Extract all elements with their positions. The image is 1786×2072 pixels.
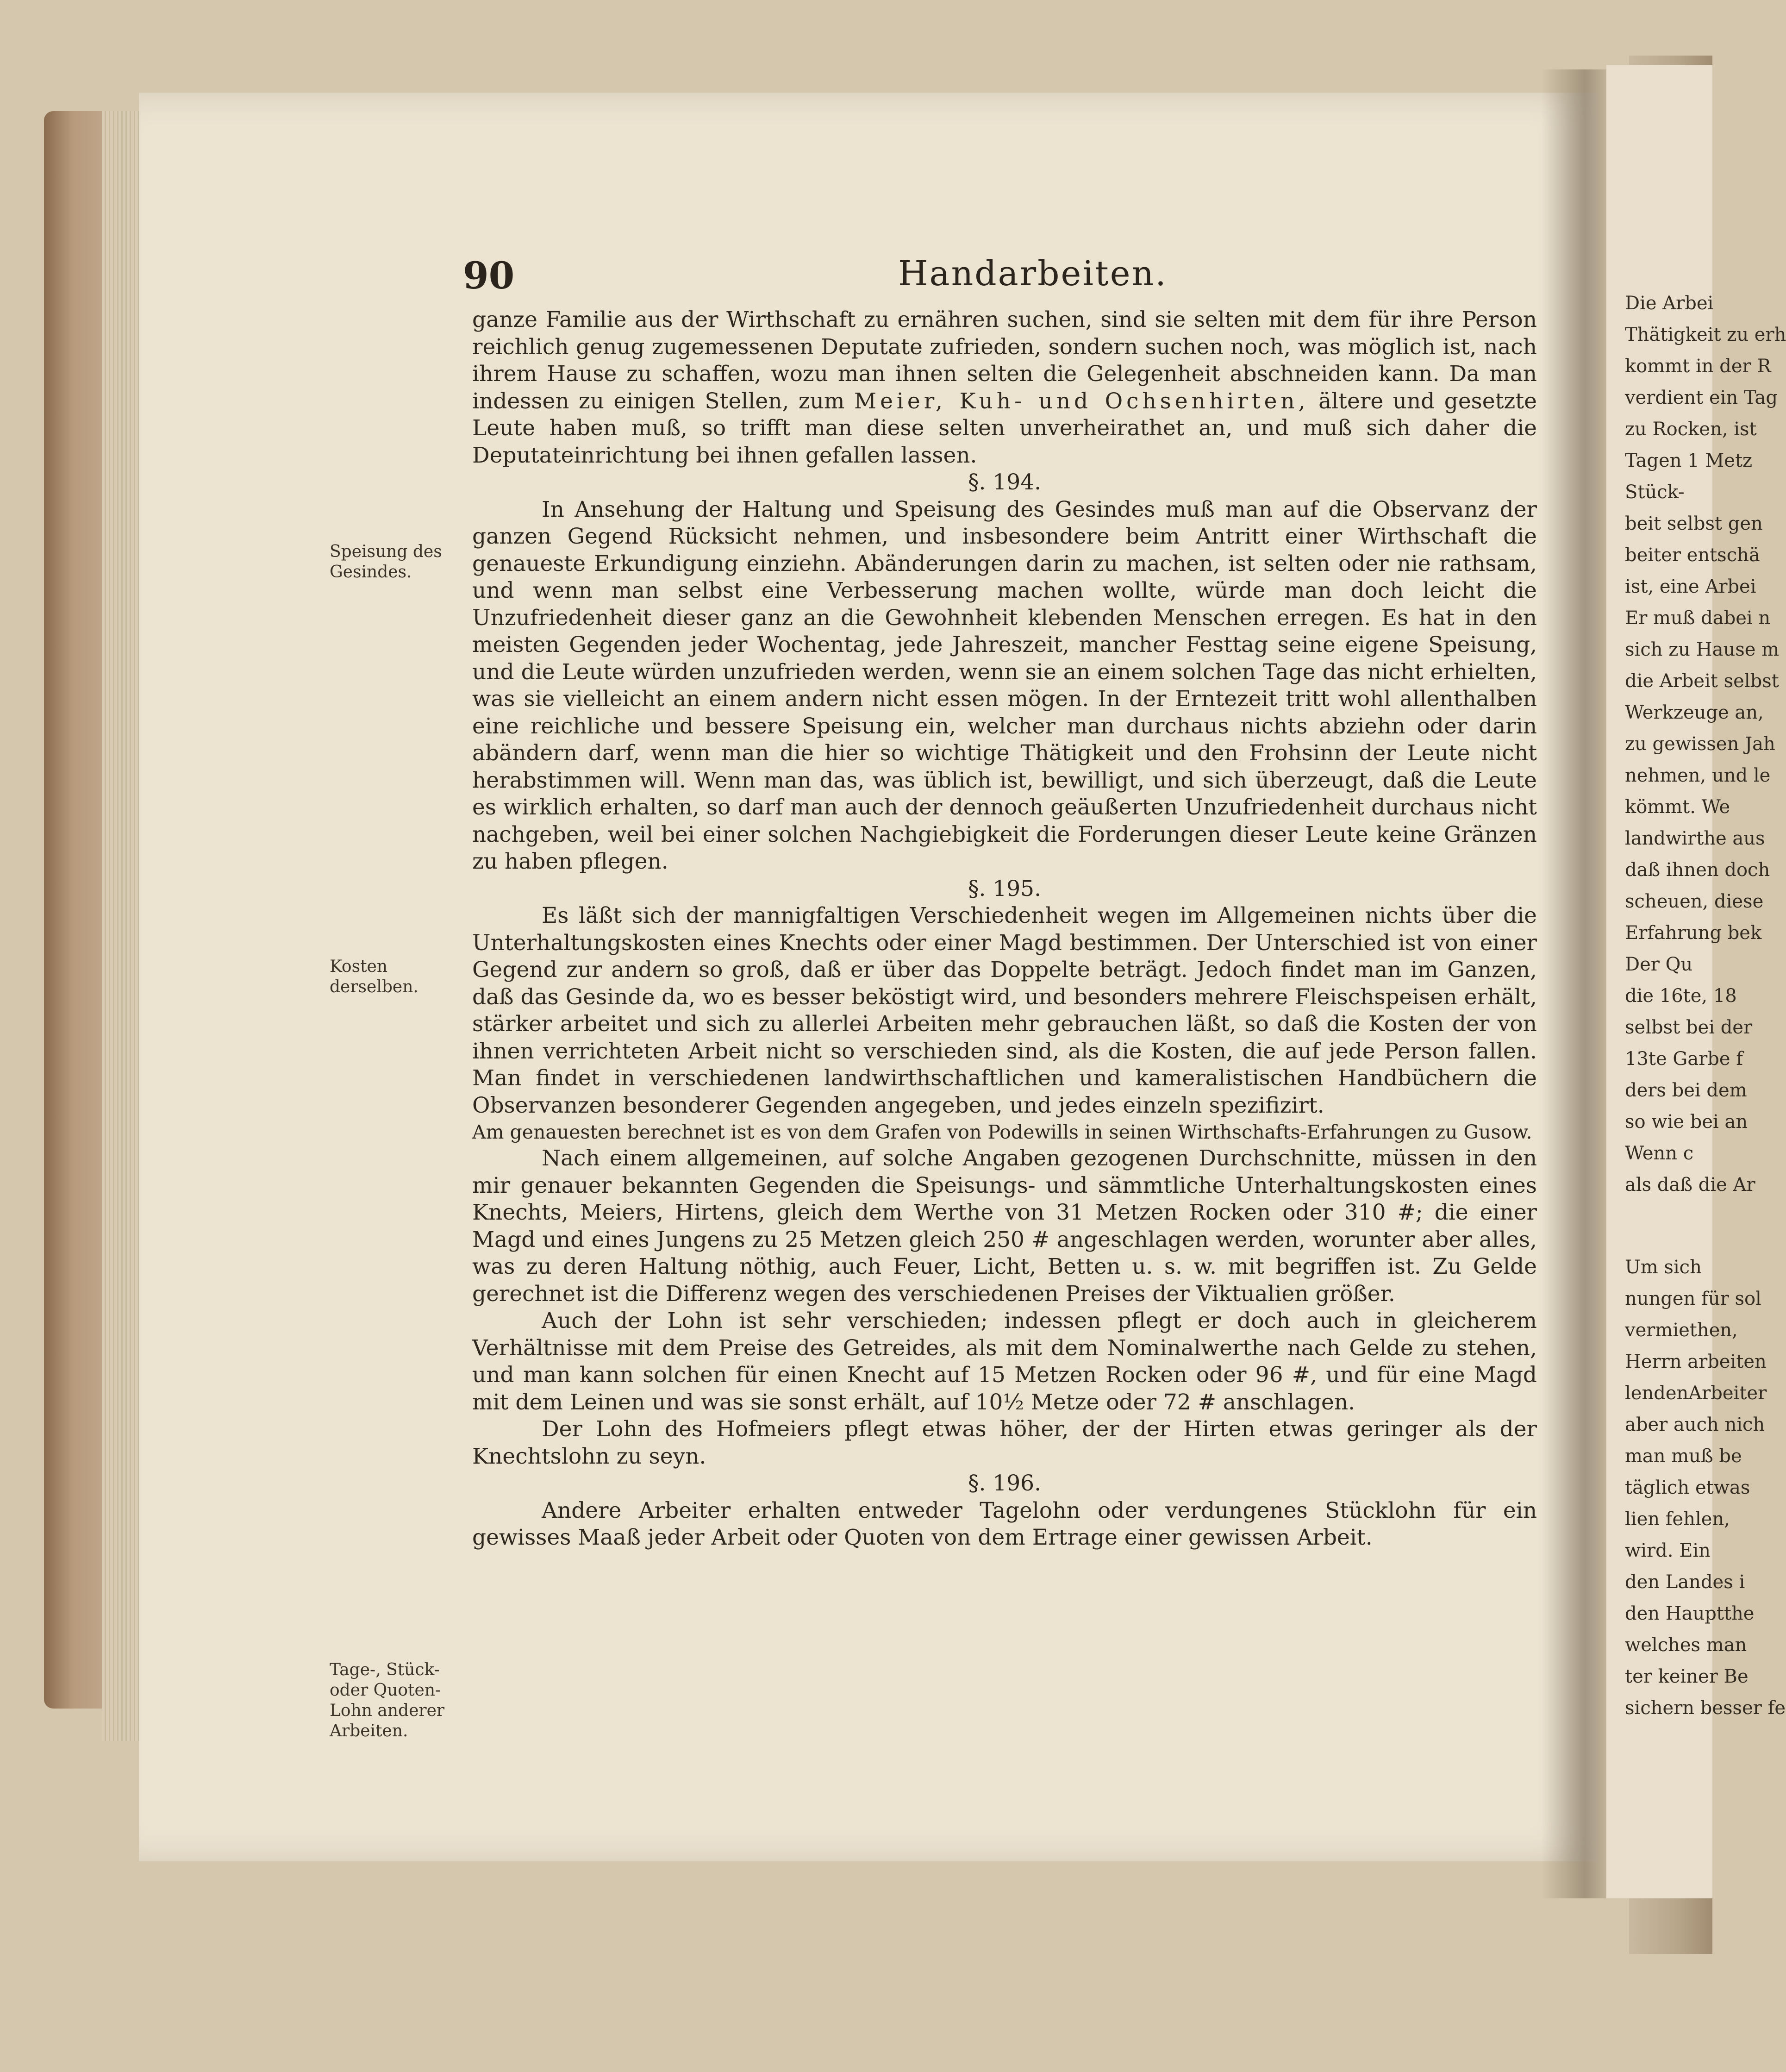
facing-page-line: lendenArbeiter — [1625, 1383, 1767, 1404]
facing-page-line: Er muß dabei n — [1625, 607, 1771, 629]
facing-page-line: Um sich — [1625, 1257, 1702, 1278]
facing-page-line: man muß be — [1625, 1446, 1742, 1467]
facing-page-line: welches man — [1625, 1634, 1747, 1656]
paragraph-195-3: Auch der Lohn ist sehr verschieden; indessen pflegt er doch auch in gleicherem Verhältnisse mit dem Preise des Getreides, als mit dem Nominalwerthe nach Gelde zu stehen, und man kann solchen für einen Knecht auf 15 Metzen Rocken oder 96 #, und für eine Magd mit dem Leinen und was sie sonst erhält, auf 10½ Metze oder 72 # anschlagen. — [472, 1308, 1537, 1415]
paragraph-intro: ganze Familie aus der Wirthschaft zu ernähren suchen, sind sie selten mit dem für ihre Person reichlich genug zugemessenen Deputate zufrieden, sondern suchen noch, was möglich ist, nach ihrem Hause zu schaffen, wozu man ihnen selten die Gelegenheit abschneiden kann. Da man indessen zu einigen Stellen, zum Meier, Kuh- und Ochsenhirten, ältere und gesetzte Leute haben muß, so trifft man diese selten unverheirathet an, und muß sich daher die Deputateinrichtung bei ihnen gefallen lassen. — [472, 307, 1537, 468]
facing-page-line: Thätigkeit zu erh — [1625, 324, 1786, 345]
section-heading-195: §. 195. — [968, 876, 1042, 901]
facing-page-line: zu Rocken, ist — [1625, 419, 1757, 440]
facing-page-line: kommt in der R — [1625, 356, 1771, 377]
facing-page-line: beit selbst gen — [1625, 513, 1763, 534]
facing-page-line: die Arbeit selbst — [1625, 670, 1779, 692]
facing-page-line: zu gewissen Jah — [1625, 733, 1775, 755]
facing-page-line: Die Arbei — [1625, 293, 1714, 314]
page-number: 90 — [463, 254, 515, 297]
facing-page-line: ter keiner Be — [1625, 1666, 1749, 1687]
paragraph-195-4: Der Lohn des Hofmeiers pflegt etwas höher, der der Hirten etwas geringer als der Knechtslohn zu seyn. — [472, 1416, 1537, 1469]
margin-note-tagelohn: Tage-, Stück- oder Quoten-Lohn anderer Arbeiten. — [330, 1660, 445, 1740]
facing-page-line: Herrn arbeiten — [1625, 1351, 1767, 1372]
facing-page-line: ders bei dem — [1625, 1080, 1747, 1101]
facing-page-line: nungen für sol — [1625, 1288, 1761, 1309]
spaced-emphasis: Meier, Kuh- und Ochsenhirten, — [854, 388, 1309, 414]
facing-page-line: nehmen, und le — [1625, 765, 1771, 786]
facing-page — [1606, 65, 1786, 1898]
margin-note-kosten: Kosten derselben. — [330, 957, 418, 996]
facing-page-line: so wie bei an — [1625, 1111, 1748, 1133]
paragraph-195-2: Nach einem allgemeinen, auf solche Angaben gezogenen Durchschnitte, müssen in den mir genauer bekannten Gegenden die Speisungs- und sämmtliche Unterhaltungskosten eines Knechts, Meiers, Hirtens, gleich dem Werthe von 31 Metzen Rocken oder 310 #; die einer Magd und eines Jungens zu 25 Metzen gleich 250 # angeschlagen werden, worunter aber alles, was zu deren Haltung nöthig, auch Feuer, Licht, Betten u. s. w. mit begriffen ist. Zu Gelde gerechnet ist die Differenz wegen des verschiedenen Preises der Viktualien größer. — [472, 1146, 1537, 1307]
facing-page-line: kömmt. We — [1625, 796, 1730, 818]
margin-note-speisung: Speisung des Gesindes. — [330, 542, 442, 582]
facing-page-line: täglich etwas — [1625, 1477, 1750, 1498]
facing-page-line: Stück- — [1625, 482, 1685, 503]
facing-page-line: den Landes i — [1625, 1571, 1745, 1593]
facing-page-line: scheuen, diese — [1625, 891, 1764, 912]
running-head: Handarbeiten. — [898, 254, 1168, 294]
facing-page-line: die 16te, 18 — [1625, 985, 1737, 1007]
facing-page-line: Wenn c — [1625, 1143, 1694, 1164]
facing-page-line: vermiethen, — [1625, 1320, 1738, 1341]
facing-page-line: Der Qu — [1625, 954, 1693, 975]
facing-page-line: den Hauptthe — [1625, 1603, 1755, 1624]
facing-page-line: Werkzeuge an, — [1625, 702, 1764, 723]
facing-page-line: landwirthe aus — [1625, 828, 1765, 849]
footnote-podewills: Am genauesten berechnet ist es von dem Grafen von Podewills in seinen Wirthschafts-Erfahrungen zu Gusow. — [472, 1121, 1532, 1143]
facing-page-line: lien fehlen, — [1625, 1509, 1730, 1530]
facing-page-line: daß ihnen doch — [1625, 859, 1770, 881]
facing-page-line: verdient ein Tag — [1625, 387, 1778, 408]
facing-page-line: aber auch nich — [1625, 1414, 1765, 1435]
section-heading-194: §. 194. — [968, 469, 1042, 495]
facing-page-line: sich zu Hause m — [1625, 639, 1780, 660]
body-text — [472, 307, 1537, 1552]
facing-page-line: wird. Ein — [1625, 1540, 1711, 1561]
section-heading-196: §. 196. — [968, 1471, 1042, 1496]
facing-page-line: als daß die Ar — [1625, 1174, 1755, 1196]
facing-page-line: ist, eine Arbei — [1625, 576, 1756, 597]
facing-page-line: Erfahrung bek — [1625, 922, 1762, 944]
facing-page-line: 13te Garbe f — [1625, 1048, 1743, 1070]
facing-page-line: selbst bei der — [1625, 1017, 1753, 1038]
paragraph-194: In Ansehung der Haltung und Speisung des Gesindes muß man auf die Observanz der ganzen Gegend Rücksicht nehmen, und insbesondere beim Antritt einer Wirthschaft die genaueste Erkundigung einziehn. Abänderungen darin zu machen, ist selten oder nie rathsam, und wenn man selbst eine Verbesserung machen wollte, würde man doch leicht die Unzufriedenheit dieser ganz an die Gewohnheit klebenden Menschen erregen. Es hat in den meisten Gegenden jeder Wochentag, jede Jahreszeit, mancher Festtag seine eigene Speisung, und die Leute würden unzufrieden werden, wenn sie an einem solchen Tage das nicht erhielten, was sie vielleicht an einem andern nicht essen mögen. In der Erntezeit tritt wohl allenthalben eine reichliche und bessere Speisung ein, welcher man durchaus nichts abziehn oder darin abändern darf, wenn man die hier so wichtige Thätigkeit und den Frohsinn der Leute nicht herabstimmen will. Wenn man das, was üblich ist, bewilligt, und sich überzeugt, daß die Leute es wirklich erhalten, so darf man auch der dennoch geäußerten Unzufriedenheit durchaus nicht nachgeben, weil bei einer solchen Nachgiebigkeit die Forderungen dieser Leute keine Gränzen zu haben pflegen. — [472, 496, 1537, 874]
paragraph-195: Es läßt sich der mannigfaltigen Verschiedenheit wegen im Allgemeinen nichts über die Unterhaltungskosten eines Knechts oder einer Magd bestimmen. Der Unterschied ist von einer Gegend zur andern so groß, daß er über das Doppelte beträgt. Jedoch findet man im Ganzen, daß das Gesinde da, wo es besser beköstigt wird, und besonders mehrere Fleischspeisen erhält, stärker arbeitet und sich zu allerlei Arbeiten mehr gebrauchen läßt, so daß die Kosten der von ihnen verrichteten Arbeit nicht so verschieden sind, als die Kosten, die auf jede Person fallen. Man findet in verschiedenen landwirthschaftlichen und kameralistischen Handbüchern die Observanzen besonderer Gegenden angegeben, und jedes einzeln spezifizirt. — [472, 903, 1537, 1118]
facing-page-line: sichern besser fe — [1625, 1697, 1786, 1719]
paragraph-196: Andere Arbeiter erhalten entweder Tagelohn oder verdungenes Stücklohn für ein gewisses Maaß jeder Arbeit oder Quoten von dem Ertrage einer gewissen Arbeit. — [472, 1497, 1537, 1550]
facing-page-line: Tagen 1 Metz — [1625, 450, 1753, 471]
facing-page-line: beiter entschä — [1625, 545, 1760, 566]
